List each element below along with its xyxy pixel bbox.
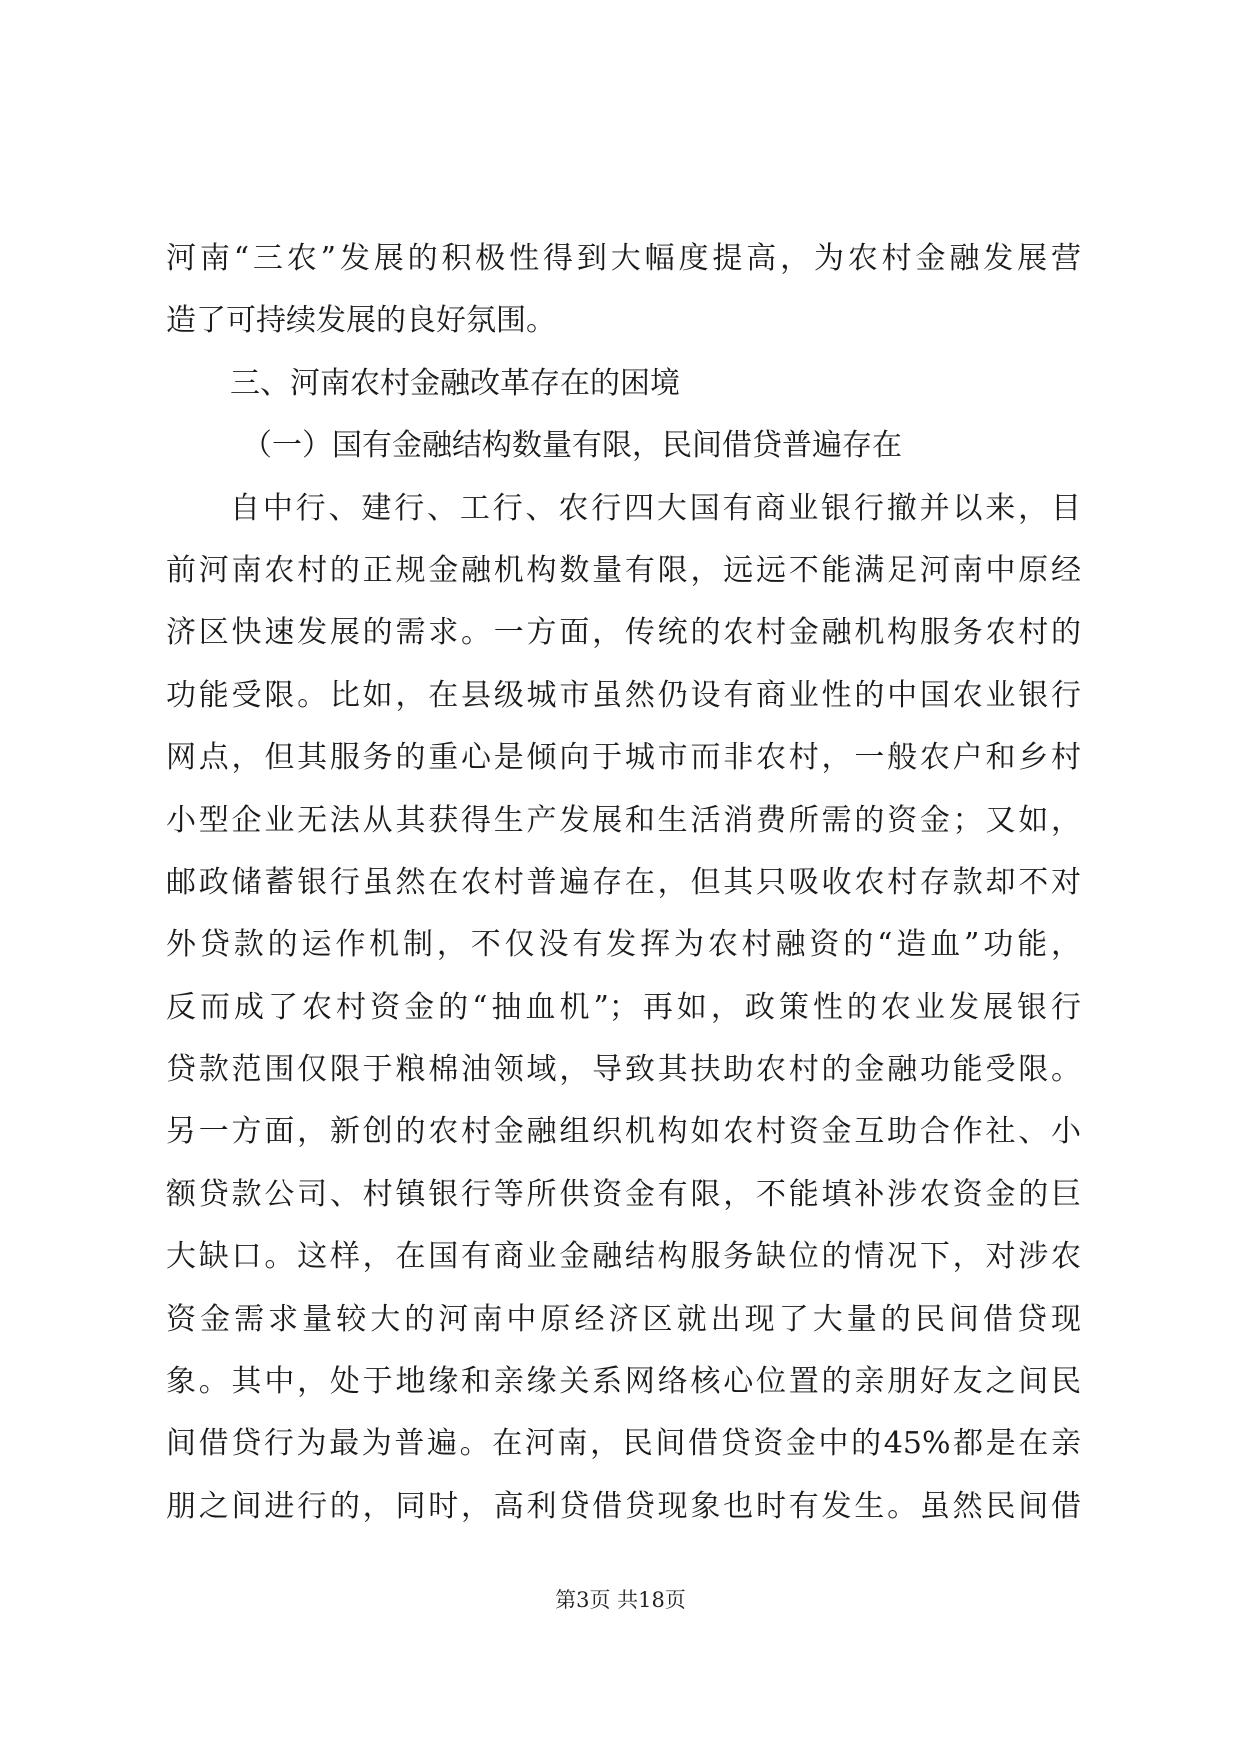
- text-line: 另一方面，新创的农村金融组织机构如农村资金互助合作社、小: [166, 1114, 1081, 1150]
- text-line: 象。其中，处于地缘和亲缘关系网络核心位置的亲朋好友之间民: [166, 1364, 1081, 1400]
- text-line: 河南“三农”发展的积极性得到大幅度提高，为农村金融发展营: [166, 241, 1081, 276]
- text-line: 自中行、建行、工行、农行四大国有商业银行撤并以来，目: [230, 490, 1081, 526]
- page-footer: [0, 1584, 1241, 1614]
- text-line: 小型企业无法从其获得生产发展和生活消费所需的资金；又如，: [166, 802, 1081, 838]
- page-number: 第3页 共18页: [555, 1588, 686, 1612]
- text-line: 功能受限。比如，在县级城市虽然仍设有商业性的中国农业银行: [166, 677, 1081, 713]
- text-line: 反而成了农村资金的“抽血机”；再如，政策性的农业发展银行: [166, 989, 1081, 1025]
- text-line: 济区快速发展的需求。一方面，传统的农村金融机构服务农村的: [166, 615, 1081, 651]
- section-heading: 三、河南农村金融改革存在的困境: [230, 365, 680, 401]
- text-line: 额贷款公司、村镇银行等所供资金有限，不能填补涉农资金的巨: [166, 1176, 1081, 1212]
- text-line: 邮政储蓄银行虽然在农村普遍存在，但其只吸收农村存款却不对: [166, 864, 1081, 900]
- text-line: 资金需求量较大的河南中原经济区就出现了大量的民间借贷现: [166, 1301, 1081, 1337]
- text-line: 间借贷行为最为普遍。在河南，民间借贷资金中的45%都是在亲: [166, 1426, 1081, 1462]
- subsection-heading: （一）国有金融结构数量有限，民间借贷普遍存在: [242, 428, 902, 464]
- text-line: 造了可持续发展的良好氛围。: [166, 303, 556, 339]
- text-line: 朋之间进行的，同时，高利贷借贷现象也时有发生。虽然民间借: [166, 1488, 1081, 1524]
- text-line: 网点，但其服务的重心是倾向于城市而非农村，一般农户和乡村: [166, 740, 1081, 776]
- text-line: 外贷款的运作机制，不仅没有发挥为农村融资的“造血”功能，: [166, 927, 1081, 963]
- text-line: 大缺口。这样，在国有商业金融结构服务缺位的情况下，对涉农: [166, 1239, 1081, 1275]
- document-body: [166, 228, 1081, 1538]
- text-line: 贷款范围仅限于粮棉油领域，导致其扶助农村的金融功能受限。: [166, 1052, 1081, 1088]
- text-line: 前河南农村的正规金融机构数量有限，远远不能满足河南中原经: [166, 552, 1081, 588]
